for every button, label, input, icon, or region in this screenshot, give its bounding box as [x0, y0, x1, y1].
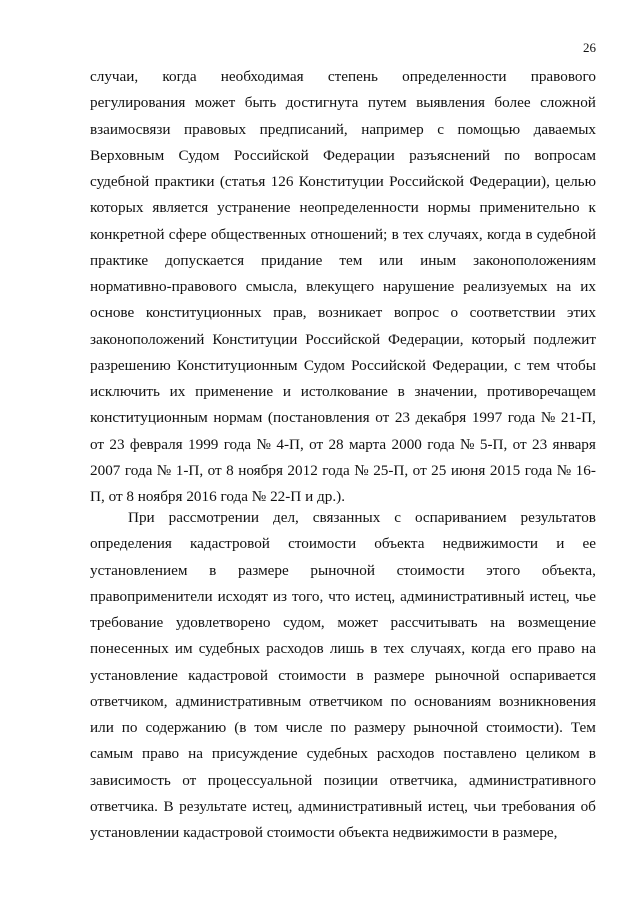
text-line: правоприменители исходят из того, что истец, административный истец, чье [90, 587, 596, 605]
text-line: установление кадастровой стоимости в размере рыночной оспаривается [90, 666, 596, 684]
text-line: регулирования может быть достигнута путем выявления более сложной [90, 94, 596, 112]
text-line: взаимосвязи правовых предписаний, например с помощью даваемых [90, 120, 596, 138]
text-line: установлении кадастровой стоимости объекта недвижимости в размере, [90, 824, 558, 841]
text-line: При рассмотрении дел, связанных с оспариванием результатов [128, 509, 596, 526]
paragraph-1 [90, 64, 596, 510]
text-line: основе конституционных прав, возникает вопрос о соответствии этих [90, 304, 596, 322]
text-line: ответчика. В результате истец, административный истец, чьи требования об [90, 797, 596, 815]
paragraph-2 [90, 505, 596, 846]
text-line: понесенных им судебных расходов лишь в тех случаях, когда его право на [90, 640, 596, 658]
text-line: П, от 8 ноября 2016 года № 22-П и др.). [90, 488, 345, 505]
text-line: или по содержанию (в том числе по размеру рыночной стоимости). Тем [90, 719, 596, 736]
text-line: Верховным Судом Российской Федерации разъяснений по вопросам [90, 146, 596, 164]
page-number: 26 [583, 40, 596, 55]
text-line: определения кадастровой стоимости объекта недвижимости и ее [90, 535, 596, 553]
text-line: требование удовлетворено судом, может рассчитывать на возмещение [90, 614, 596, 631]
text-line: конкретной сфере общественных отношений; в тех случаях, когда в судебной [90, 225, 596, 243]
text-line: зависимость от процессуальной позиции ответчика, административного [90, 771, 596, 789]
text-line: практике допускается придание тем или иным законоположениям [90, 251, 596, 269]
text-line: судебной практики (статья 126 Конституции Российской Федерации), целью [90, 173, 596, 190]
text-line: случаи, когда необходимая степень определенности правового [90, 68, 596, 85]
text-line: от 23 февраля 1999 года № 4-П, от 28 марта 2000 года № 5-П, от 23 января [90, 435, 596, 453]
text-line: 2007 года № 1-П, от 8 ноября 2012 года № 25-П, от 25 июня 2015 года № 16- [90, 461, 596, 479]
text-line: конституционным нормам (постановления от 23 декабря 1997 года № 21-П, [90, 409, 596, 427]
text-line: самым право на присуждение судебных расходов поставлено целиком в [90, 745, 596, 763]
text-line: ответчиком, административным ответчиком по основаниям возникновения [90, 692, 596, 710]
text-line: установлением в размере рыночной стоимости этого объекта, [90, 561, 596, 579]
text-line: исключить их применение и истолкование в значении, противоречащем [90, 383, 596, 400]
text-line: нормативно-правового смысла, влекущего нарушение реализуемых на их [90, 278, 596, 295]
text-line: которых является устранение неопределенности нормы применительно к [90, 199, 596, 217]
text-line: законоположений Конституции Российской Федерации, который подлежит [90, 330, 596, 348]
text-line: разрешению Конституционным Судом Российской Федерации, с тем чтобы [90, 356, 596, 374]
